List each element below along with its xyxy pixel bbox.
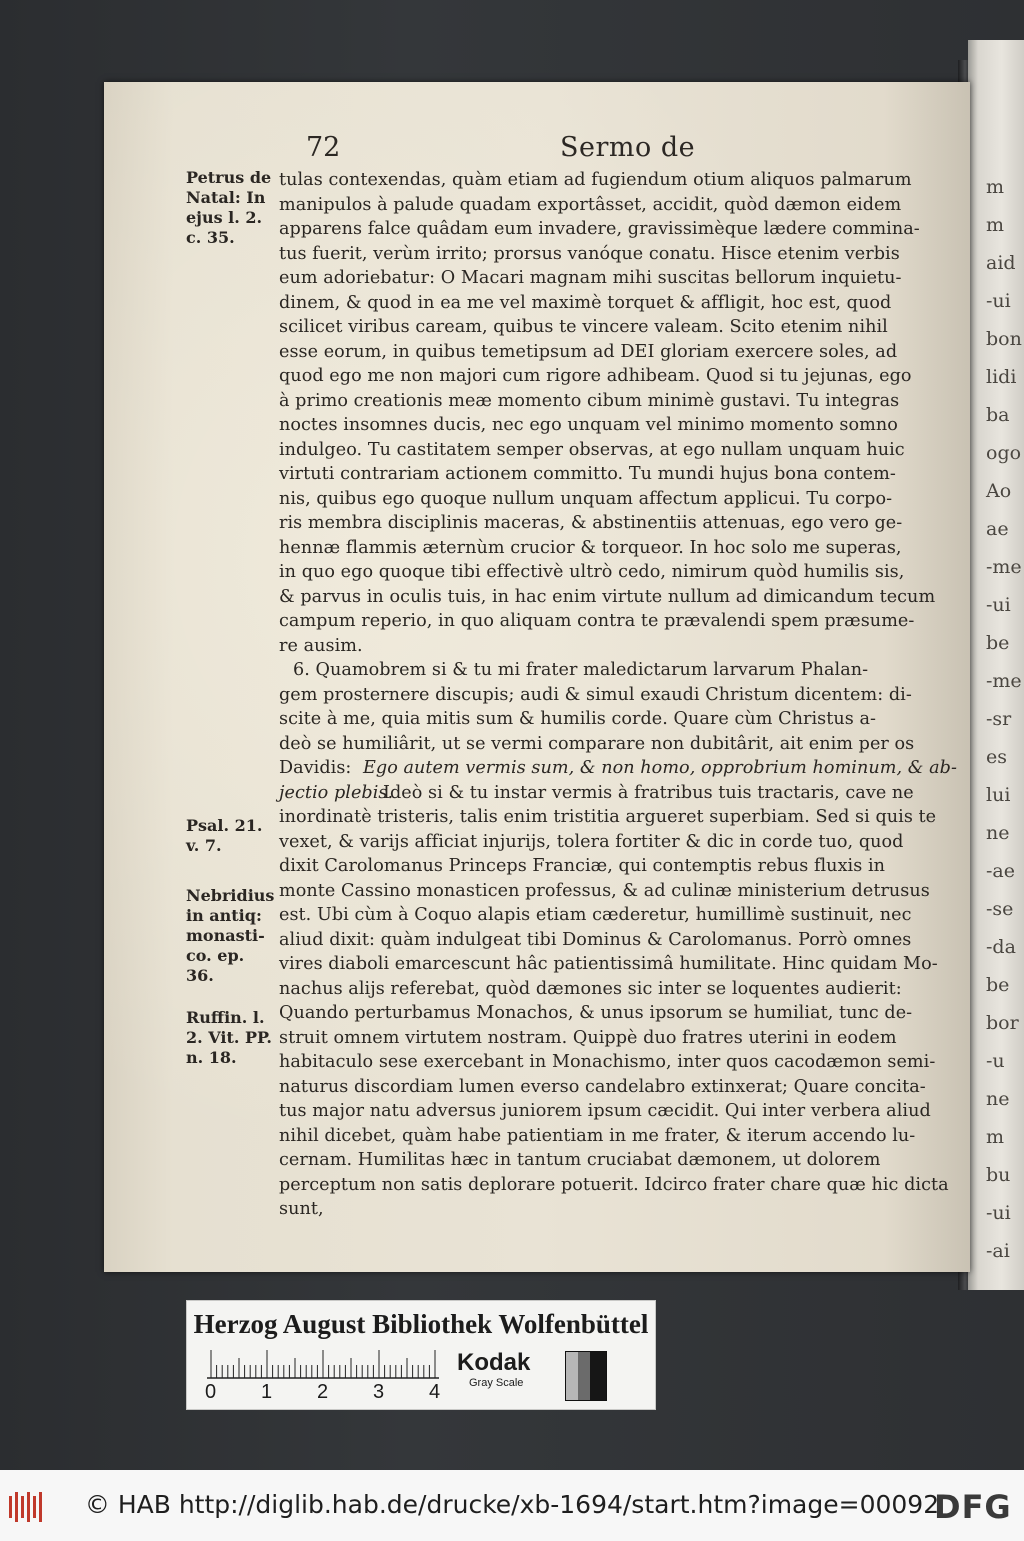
text-line: dixit Carolomanus Princeps Franciæ, qui contemptis rebus fluxis in xyxy=(279,856,885,876)
next-page-fragment: ne xyxy=(986,822,1010,844)
margin-note: Petrus de Natal: In ejus l. 2. c. 35. xyxy=(186,168,272,247)
text-line: scilicet viribus caream, quibus te vincere valeam. Scito etenim nihil xyxy=(279,317,888,337)
text-line: indulgeo. Tu castitatem semper observas, at ego nullam unquam huic xyxy=(279,439,905,460)
text-line: scite à me, quia mitis sum & humilis corde. Quare cùm Christus a- xyxy=(279,709,877,729)
ruler-number: 2 xyxy=(317,1381,329,1403)
next-page-edge xyxy=(968,40,1024,1290)
text-line: Ideò si & tu instar vermis à fratribus tuis tractaris, cave ne xyxy=(383,782,914,803)
scale-ruler xyxy=(207,1349,439,1379)
next-page-fragment: -ui xyxy=(986,290,1011,312)
text-line: hennæ flammis æternùm crucior & torqueor. In hoc solo me superas, xyxy=(279,537,902,558)
next-page-fragment: bor xyxy=(986,1012,1019,1034)
text-line: vires diaboli emarcescunt hâc patientissimâ humilitate. Hinc quidam Mo- xyxy=(279,954,938,974)
text-line: Ego autem vermis sum, & non homo, opprobrium hominum, & ab- xyxy=(363,758,957,778)
next-page-fragment: -ai xyxy=(986,1240,1010,1262)
next-page-fragment: Ao xyxy=(986,480,1012,502)
next-page-fragment: lidi xyxy=(986,366,1017,388)
text-line: vexet, & varijs afficiat injurijs, tolera fortiter & dic in corde tuo, quod xyxy=(279,831,904,852)
text-line: habitaculo sese exercebant in Monachismo, inter quos cacodæmon semi- xyxy=(279,1052,936,1072)
text-line: perceptum non satis deplorare potuerit. Idcirco frater chare quæ hic dicta xyxy=(279,1174,949,1195)
next-page-fragment: be xyxy=(986,632,1010,654)
next-page-fragment: -ae xyxy=(986,860,1015,882)
ruler-number: 0 xyxy=(205,1381,217,1403)
text-line: campum reperio, in quo aliquam contra te prævalendi spem præsume- xyxy=(279,611,915,631)
next-page-fragment: lui xyxy=(986,784,1011,806)
text-line: cernam. Humilitas hæc in tantum cruciabat dæmonem, ut dolorem xyxy=(279,1150,881,1170)
margin-note: Psal. 21. v. 7. xyxy=(186,816,263,855)
next-page-fragment: ae xyxy=(986,518,1009,540)
text-line: manipulos à palude quadam exportâsset, accidit, quòd dæmon eidem xyxy=(279,194,902,215)
next-page-fragment: be xyxy=(986,974,1010,996)
text-line: 6. Quamobrem si & tu mi frater maledictarum larvarum Phalan- xyxy=(293,660,869,680)
text-line: inordinatè tristeris, talis enim tristitia argueret superbiam. Sed si quis te xyxy=(279,807,937,827)
text-line: nis, quibus ego quoque nullum unquam affectum applicui. Tu corpo- xyxy=(279,488,893,509)
text-line: re ausim. xyxy=(279,635,363,656)
text-line: struit omnem virtutem nostram. Quippè duo fratres uterini in eodem xyxy=(279,1027,897,1048)
library-color-card xyxy=(186,1300,656,1410)
margin-note: Nebridius in antiq: monasti- co. ep. 36. xyxy=(186,886,275,985)
text-line: jectio plebis. xyxy=(279,782,394,803)
text-line: tus fuerit, verùm irrito; prorsus vanóque conatu. Hisce etenim verbis xyxy=(279,243,900,264)
text-line: à primo creationis meæ momento cibum minimè gustavi. Tu integras xyxy=(279,390,900,411)
text-line: nihil dicebet, quàm habe patientiam in me frater, & iterum accendo lu- xyxy=(279,1125,916,1146)
next-page-fragment: bu xyxy=(986,1164,1011,1186)
next-page-fragment: aid xyxy=(986,252,1016,274)
text-line: apparens falce quâdam eum invadere, gravissimèque lædere commina- xyxy=(279,219,920,239)
next-page-fragment: -ui xyxy=(986,1202,1011,1224)
margin-note: Ruffin. l. 2. Vit. PP. n. 18. xyxy=(186,1008,272,1067)
text-line: esse eorum, in quibus temetipsum ad DEI gloriam exercere soles, ad xyxy=(279,341,898,362)
text-line: in quo ego quoque tibi effectivè ultrò cedo, nimirum quòd humilis sis, xyxy=(279,562,905,582)
text-line: naturus discordiam lumen everso candelabro extinxerat; Quare concita- xyxy=(279,1076,926,1097)
text-line: tulas contexendas, quàm etiam ad fugiendum otium aliquos palmarum xyxy=(279,170,912,190)
text-line: ris membra disciplinis maceras, & abstinentiis attenuas, ego vero ge- xyxy=(279,513,903,533)
next-page-fragment: ogo xyxy=(986,442,1022,464)
text-line: deò se humiliârit, ut se vermi comparare non dubitârit, ait enim per os xyxy=(279,733,915,754)
next-page-fragment: -ui xyxy=(986,594,1011,616)
gray-scale-label: Gray Scale xyxy=(469,1377,524,1389)
text-line: noctes insomnes ducis, nec ego unquam vel minimo momento somno xyxy=(279,415,898,435)
next-page-fragment: -u xyxy=(986,1050,1005,1072)
text-line: Quando perturbamus Monachos, & unus ipsorum se humiliat, tunc de- xyxy=(279,1003,913,1023)
next-page-fragment: -sr xyxy=(986,708,1012,730)
text-line: virtuti contrariam actionem committo. Tu mundi hujus bona contem- xyxy=(279,464,896,484)
text-line: sunt, xyxy=(279,1199,324,1219)
footer-bar xyxy=(0,1470,1024,1541)
running-head: Sermo de xyxy=(560,132,696,163)
ruler-number: 4 xyxy=(429,1381,441,1403)
text-line: nachus alijs referebat, quòd dæmones sic inter se loquentes audierit: xyxy=(279,978,902,999)
next-page-fragment: -me xyxy=(986,670,1022,692)
text-line: quod ego me non majori cum rigore adhibeam. Quod si tu jejunas, ego xyxy=(279,366,912,386)
library-name: Herzog August Bibliothek Wolfenbüttel xyxy=(193,1309,649,1339)
next-page-fragment: ba xyxy=(986,404,1010,426)
text-line: dinem, & quod in ea me vel maximè torquet & affligit, hoc est, quod xyxy=(279,292,892,313)
text-line: eum adoriebatur: O Macari magnam mihi suscitas bellorum inquietu- xyxy=(279,268,902,288)
kodak-logo: Kodak xyxy=(457,1349,531,1376)
next-page-fragment: -me xyxy=(986,556,1022,578)
next-page-fragment: es xyxy=(986,746,1007,768)
next-page-fragment: m xyxy=(986,214,1005,236)
dfg-logo: DFG xyxy=(934,1488,1012,1526)
footer-url[interactable]: © HAB http://diglib.hab.de/drucke/xb-1694/start.htm?image=00092 xyxy=(84,1490,940,1519)
gray-scale-patch xyxy=(565,1351,607,1401)
next-page-fragment: m xyxy=(986,176,1005,198)
page-number: 72 xyxy=(306,132,341,163)
next-page-fragment: -se xyxy=(986,898,1014,920)
ruler-number: 1 xyxy=(261,1381,273,1403)
text-line: tus major natu adversus juniorem ipsum cæcidit. Qui inter verbera aliud xyxy=(279,1101,931,1121)
text-line: gem prosternere discupis; audi & simul exaudi Christum dicentem: di- xyxy=(279,684,912,705)
next-page-fragment: m xyxy=(986,1126,1005,1148)
next-page-fragment: bon xyxy=(986,328,1022,350)
text-line: est. Ubi cùm à Coquo alapis etiam cæderetur, humillimè sustinuit, nec xyxy=(279,905,912,925)
text-line: monte Cassino monasticen professus, & ad culinæ ministerium detrusus xyxy=(279,880,930,901)
next-page-fragment: ne xyxy=(986,1088,1010,1110)
ruler-number: 3 xyxy=(373,1381,385,1403)
text-line: & parvus in oculis tuis, in hac enim virtute nullum ad dimicandum tecum xyxy=(279,586,936,607)
book-page xyxy=(104,82,970,1272)
text-line: aliud dixit: quàm indulgeat tibi Dominus & Carolomanus. Porrò omnes xyxy=(279,929,912,950)
text-line: Davidis: xyxy=(279,758,352,778)
next-page-fragment: -da xyxy=(986,936,1016,958)
